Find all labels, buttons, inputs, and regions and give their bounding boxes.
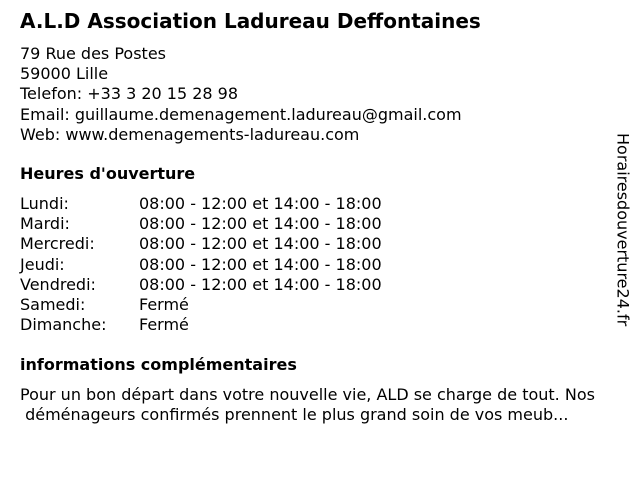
hours-row-tuesday — [20, 214, 440, 234]
day-label: Dimanche: — [20, 315, 107, 335]
hours-row-saturday — [20, 295, 440, 315]
time-value: 08:00 - 12:00 et 14:00 - 18:00 — [139, 194, 382, 213]
hours-row-monday — [20, 194, 440, 214]
time-value: 08:00 - 12:00 et 14:00 - 18:00 — [139, 234, 382, 254]
day-label: Mardi: — [20, 214, 70, 234]
email-address: Email: guillaume.demenagement.ladureau@gmail.com — [20, 104, 462, 124]
hours-table — [20, 194, 440, 335]
phone-number: Telefon: +33 3 20 15 28 98 — [20, 84, 239, 104]
site-watermark — [611, 133, 635, 373]
time-value: 08:00 - 12:00 et 14:00 - 18:00 — [139, 254, 382, 274]
hours-row-thursday — [20, 255, 440, 275]
day-label: Mercredi: — [20, 234, 95, 254]
day-label: Jeudi: — [20, 254, 65, 274]
contact-block — [20, 44, 462, 145]
hours-row-friday — [20, 275, 440, 295]
business-name: A.L.D Association Ladureau Deffontaines — [20, 9, 481, 33]
time-value: Fermé — [139, 294, 189, 314]
hours-row-wednesday — [20, 234, 440, 254]
website: Web: www.demenagements-ladureau.com — [20, 124, 360, 144]
info-description — [20, 385, 620, 425]
description-line: déménageurs confirmés prennent le plus grand soin de vos meub... — [20, 405, 569, 425]
watermark-text: Horairesdouverture24.fr — [613, 133, 633, 327]
hours-row-sunday — [20, 315, 440, 335]
description-line: Pour un bon départ dans votre nouvelle vie, ALD se charge de tout. Nos — [20, 385, 595, 404]
day-label: Vendredi: — [20, 274, 96, 294]
time-value: Fermé — [139, 315, 189, 335]
time-value: 08:00 - 12:00 et 14:00 - 18:00 — [139, 214, 382, 234]
day-label: Lundi: — [20, 194, 69, 213]
day-label: Samedi: — [20, 294, 86, 314]
info-heading: informations complémentaires — [20, 355, 297, 374]
city-postal: 59000 Lille — [20, 64, 109, 84]
street-address: 79 Rue des Postes — [20, 44, 166, 63]
time-value: 08:00 - 12:00 et 14:00 - 18:00 — [139, 274, 382, 294]
hours-heading: Heures d'ouverture — [20, 164, 196, 183]
